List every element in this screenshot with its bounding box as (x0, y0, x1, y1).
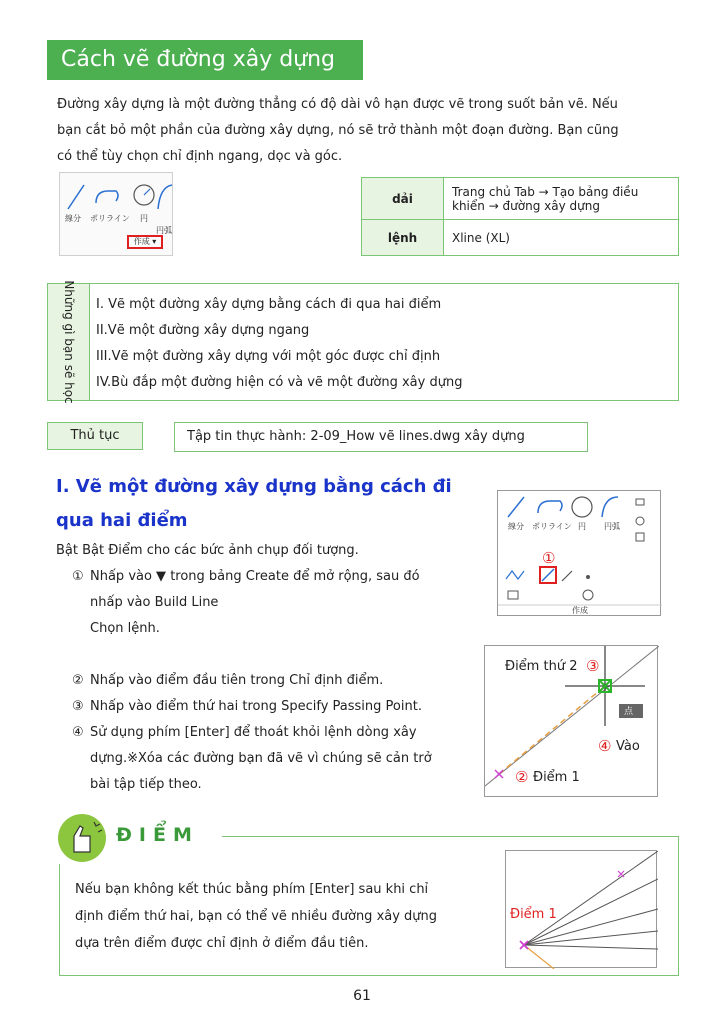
line-icon (508, 497, 524, 517)
step-text: Chọn lệnh. (90, 621, 160, 636)
ribbon-label-arc: 円弧 (604, 522, 620, 531)
step-number: ① (72, 569, 84, 584)
step-marker-1: ① (542, 549, 556, 567)
step-text: Nhấp vào ▼ trong bảng Create để mở rộng, sau đó (90, 569, 420, 584)
snap-note: Bật Bật Điểm cho các bức ảnh chụp đối tượng. (56, 543, 359, 558)
list-item: IV.Bù đắp một đường hiện có và vẽ một đường xây dựng (96, 375, 463, 390)
polyline-icon (96, 191, 118, 203)
ribbon-label-line: 線分 (65, 214, 81, 223)
ribbon-label-arc: 円弧 (156, 226, 172, 235)
list-item: III.Vẽ một đường xây dựng với một góc được chỉ định (96, 349, 441, 364)
side-label-text: Những gì bạn sẽ học (61, 280, 76, 404)
step-text: nhấp vào Build Line (90, 595, 219, 610)
learning-list (96, 292, 462, 396)
intro-line: có thể tùy chọn chỉ định ngang, dọc và góc. (57, 149, 343, 164)
point-icon (586, 575, 590, 579)
enter-label: Vào (616, 739, 640, 754)
step-text: Nhấp vào điểm đầu tiên trong Chỉ định điểm. (90, 673, 384, 688)
hatch-icon (636, 533, 644, 541)
point-text-line: dựa trên điểm được chỉ định ở điểm đầu tiên. (75, 936, 369, 951)
point-text-line: Nếu bạn không kết thúc bằng phím [Enter] sau khi chỉ (75, 882, 429, 897)
pointing-hand-icon (52, 812, 112, 864)
step-1 (72, 564, 462, 642)
table-row (362, 220, 679, 256)
multiple-lines-diagram (505, 850, 657, 968)
step-4 (72, 720, 462, 798)
learning-objectives-box (47, 280, 679, 404)
construction-line-icon (542, 569, 554, 581)
construction-line-diagram (484, 645, 658, 797)
ribbon-label-circle: 円 (578, 522, 586, 531)
list-item: II.Vẽ một đường xây dựng ngang (96, 323, 310, 338)
cursor-box-label: 点 (624, 707, 634, 717)
intro-line: Đường xây dựng là một đường thẳng có độ dài vô hạn được vẽ trong suốt bản vẽ. Nếu (57, 97, 618, 112)
step-3 (72, 694, 462, 720)
first-point-marker (495, 770, 503, 778)
step-number: ④ (72, 725, 84, 740)
table-row (362, 178, 679, 220)
practice-file: Tập tin thực hành: 2-09_How vẽ lines.dwg xây dựng (174, 422, 588, 452)
diagram-point1-label: Điểm 1 (510, 907, 557, 922)
enter-marker: ④ (598, 737, 612, 755)
point-text (75, 876, 475, 957)
spline-icon (506, 571, 524, 579)
step-text: Nhấp vào điểm thứ hai trong Specify Passing Point. (90, 699, 422, 714)
create-panel-button[interactable]: 作成 ▾ (127, 235, 163, 249)
point1-label: Điểm 1 (533, 770, 580, 785)
ray-icon (562, 571, 572, 581)
circle-icon (572, 497, 592, 517)
ribbon-label-create: 作成 (572, 606, 588, 615)
point2-marker: ③ (586, 657, 600, 675)
ellipse-icon (636, 517, 644, 525)
step-number: ② (72, 673, 84, 688)
step-text: bài tập tiếp theo. (90, 777, 202, 792)
learning-side-label (48, 280, 90, 404)
page-number: 61 (353, 988, 371, 1004)
intro-paragraph (57, 92, 677, 170)
list-item: I. Vẽ một đường xây dựng bằng cách đi qua hai điểm (96, 297, 442, 312)
table-value: Trang chủ Tab → Tạo bảng điều khiển → đường xây dựng (444, 178, 679, 220)
point-text-line: định điểm thứ hai, bạn có thể vẽ nhiều đường xây dựng (75, 909, 438, 924)
ribbon-screenshot (59, 172, 173, 256)
heading-line: I. Vẽ một đường xây dựng bằng cách đi (56, 476, 452, 497)
ribbon-label-polyline: ポリライン (90, 214, 130, 223)
step-text: Sử dụng phím [Enter] để thoát khỏi lệnh dòng xây (90, 725, 417, 740)
point2-label: Điểm thứ 2 (505, 659, 578, 674)
ribbon-label-polyline: ポリライン (532, 522, 572, 531)
table-key: lệnh (362, 220, 444, 256)
step-text: dựng.※Xóa các đường bạn đã vẽ vì chúng sẽ cản trở (90, 751, 432, 766)
table-value: Xline (XL) (444, 220, 679, 256)
ribbon-label-line: 線分 (508, 522, 524, 531)
expanded-ribbon-screenshot (497, 490, 661, 616)
step-number: ③ (72, 699, 84, 714)
command-info-table (361, 177, 679, 256)
arc-icon (158, 185, 172, 209)
line-icon (68, 185, 84, 209)
donut-icon (583, 590, 593, 600)
rectangle-icon (636, 499, 644, 505)
heading-line: qua hai điểm (56, 510, 188, 531)
section-heading (56, 470, 476, 538)
procedure-tag: Thủ tục (47, 422, 143, 450)
step-2 (72, 668, 462, 694)
point1-marker: ② (515, 768, 529, 786)
region-icon (508, 591, 518, 599)
polyline-icon (538, 501, 562, 513)
ribbon-label-circle: 円 (140, 214, 148, 223)
point-title: ĐIỂM (116, 824, 199, 846)
page-title: Cách vẽ đường xây dựng (47, 40, 363, 80)
intro-line: bạn cắt bỏ một phần của đường xây dựng, nó sẽ trở thành một đoạn đường. Bạn cũng (57, 123, 619, 138)
expanded-ribbon-icons (498, 491, 662, 617)
table-key: dải (362, 178, 444, 220)
arc-icon (602, 497, 618, 517)
